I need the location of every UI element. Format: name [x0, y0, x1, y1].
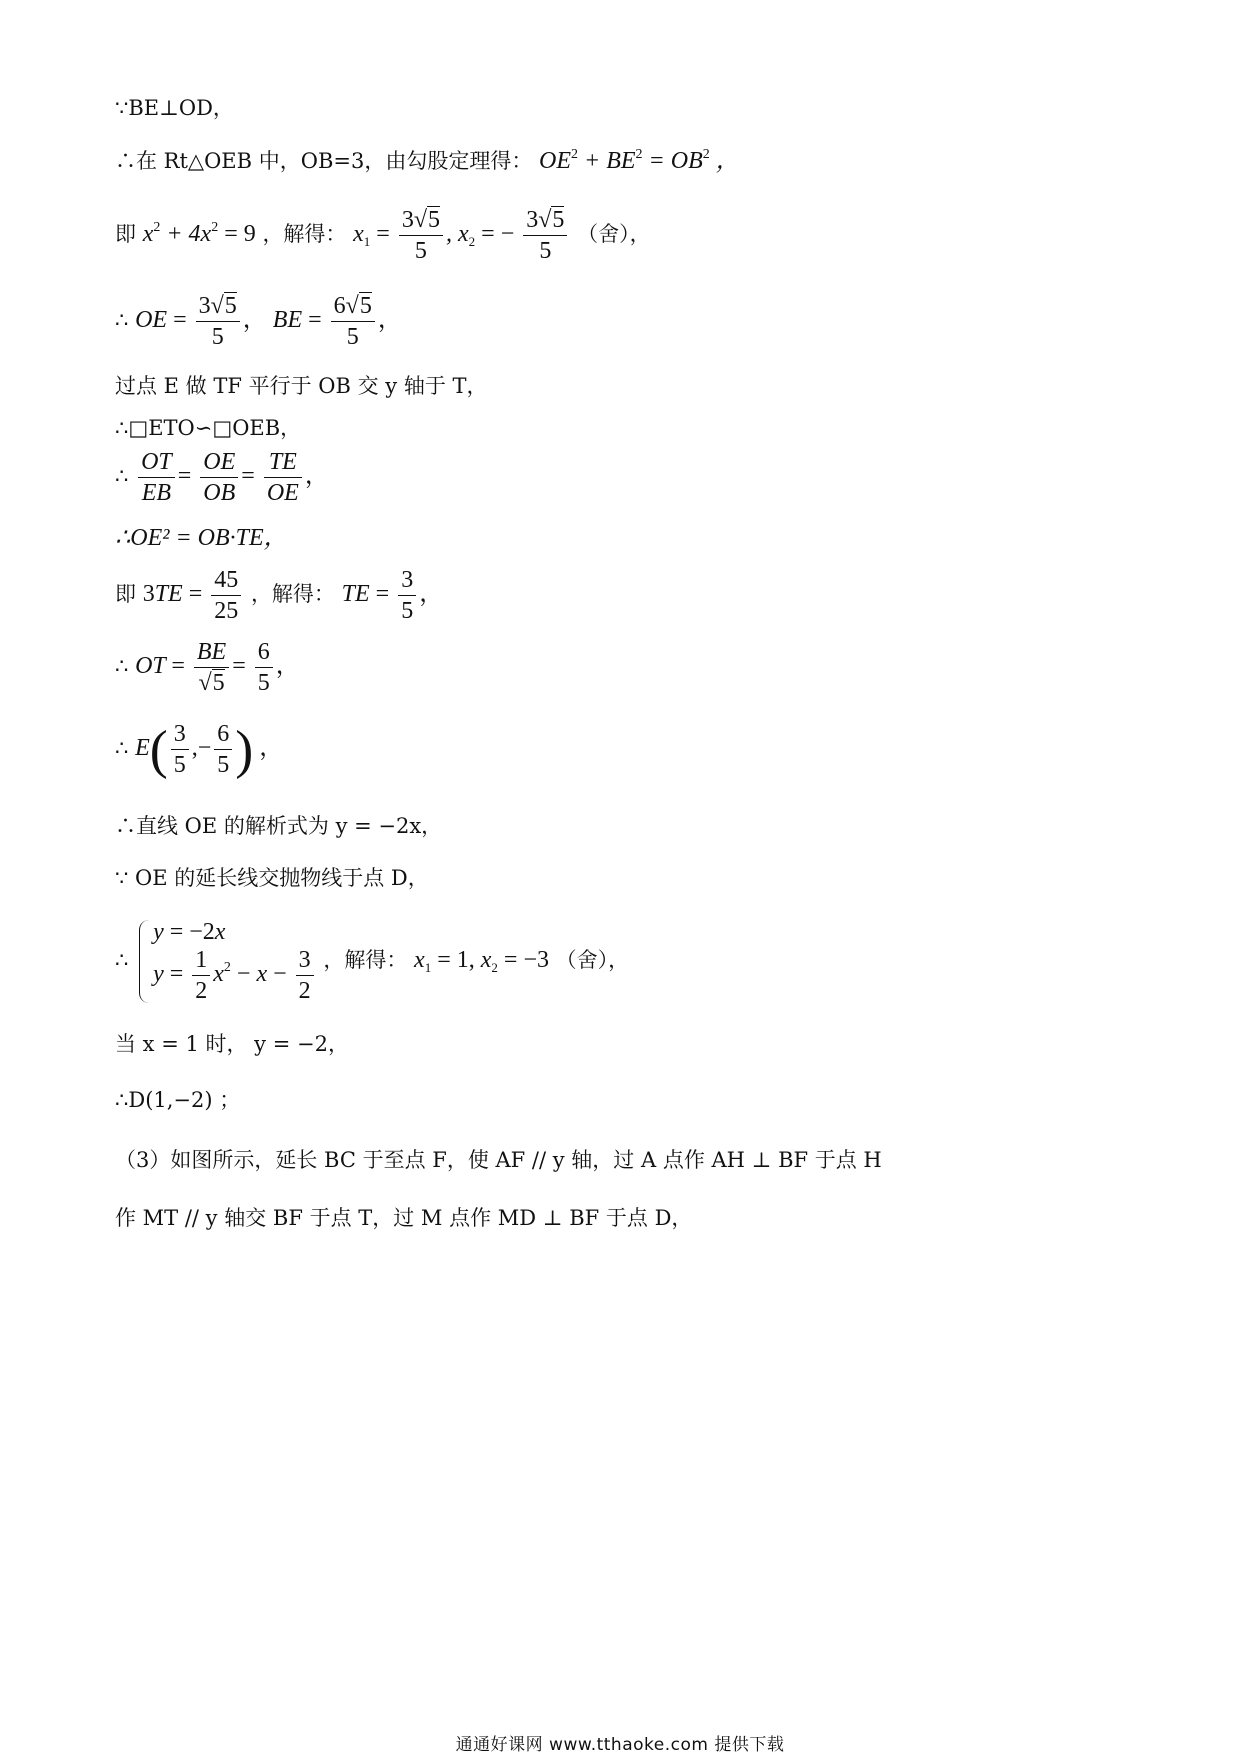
- system-roots: $x_1 = 1$, $x_2 = -3$: [414, 947, 549, 975]
- line-solve-te: [115, 568, 443, 623]
- pythagoras-equation: $OE^2 + BE^2 = OB^2$ ，: [539, 147, 740, 174]
- line-system: [115, 916, 629, 1007]
- system-tail: （舍），: [555, 948, 630, 972]
- line-solve-x: [115, 208, 651, 263]
- solve-x-equation: $x^2 + 4x^2 = 9$: [142, 220, 256, 248]
- pythagoras-text: ∴在 Rt△OEB 中，OB=3，由勾股定理得：: [115, 149, 533, 173]
- system-therefore: ∴: [115, 948, 129, 972]
- point-e-therefore: ∴: [115, 736, 129, 761]
- equation-system: y = −2x y = $\frac{1}{2}$ $x^2 - x$ − $\frac{3}{2}$: [135, 916, 317, 1007]
- solve-x-tail: （舍），: [577, 222, 651, 247]
- line-ratio: [115, 450, 329, 505]
- page-footer: 通通好课网 www.tthaoke.com 提供下载: [455, 1735, 785, 1755]
- ot-therefore: ∴: [115, 654, 129, 679]
- line-construct-tf: 过点 E 做 TF 平行于 OB 交 y 轴于 T，: [115, 374, 488, 398]
- line-when-x-1: 当 x = 1 时， y = −2，: [115, 1032, 349, 1056]
- ratio-therefore: ∴: [115, 464, 129, 489]
- solve-te-lhs: 3TE = $\frac{45}{25}$: [143, 581, 245, 607]
- line-construct-mt: 作 MT // y 轴交 BF 于点 T，过 M 点作 MD ⊥ BF 于点 D，: [115, 1206, 693, 1230]
- line-be-perp-od: ∵BE⊥OD，: [115, 96, 234, 120]
- line-point-d: ∴D(1,−2) ；: [115, 1088, 241, 1112]
- line-oe-squared: ∴OE² = OB·TE，: [115, 525, 288, 551]
- line-oe-extension: ∵ OE 的延长线交抛物线于点 D，: [115, 866, 429, 890]
- line-oe-analytic: ∴直线 OE 的解析式为 y = −2x，: [115, 814, 443, 838]
- line-ot: [115, 640, 300, 695]
- line-part-3: （3）如图所示，延长 BC 于至点 F，使 AF // y 轴，过 A 点作 AH ⊥ BF 于点 H: [115, 1148, 882, 1172]
- line-oe-be: [115, 294, 402, 349]
- ratio-equation: $\frac{OT}{EB}$ = $\frac{OE}{OB}$ = $\frac{TE}{OE}$ ，: [135, 463, 329, 489]
- solve-x-mid: ，解得：: [262, 222, 347, 247]
- system-mid: ，解得：: [323, 948, 408, 972]
- line-similar-triangles: ∴□ETO∽□OEB，: [115, 416, 302, 440]
- solve-te-mid: ，解得：: [250, 582, 335, 607]
- solve-x-pre: 即: [115, 222, 136, 247]
- ot-equation: OT = $\frac{BE}{√5}$ = $\frac{6}{5}$ ，: [135, 639, 300, 696]
- solve-te-result: TE = $\frac{3}{5}$ ，: [341, 567, 444, 624]
- line-point-e: [115, 719, 284, 780]
- oe-be-values: OE = $\frac{3√5}{5}$ ， BE = $\frac{6√5}{5}$ ，: [135, 293, 402, 350]
- line-pythagoras: [115, 148, 740, 173]
- solve-x-roots: $x_1$ = $\frac{3√5}{5}$ , $x_2$ = − $\frac{3√5}{5}$: [353, 221, 570, 247]
- point-e-coords: E( $\frac{3}{5}$ ,− $\frac{6}{5}$ ) ，: [135, 719, 284, 780]
- oe-be-pre: ∴: [115, 308, 129, 333]
- solve-te-pre: 即: [115, 582, 136, 607]
